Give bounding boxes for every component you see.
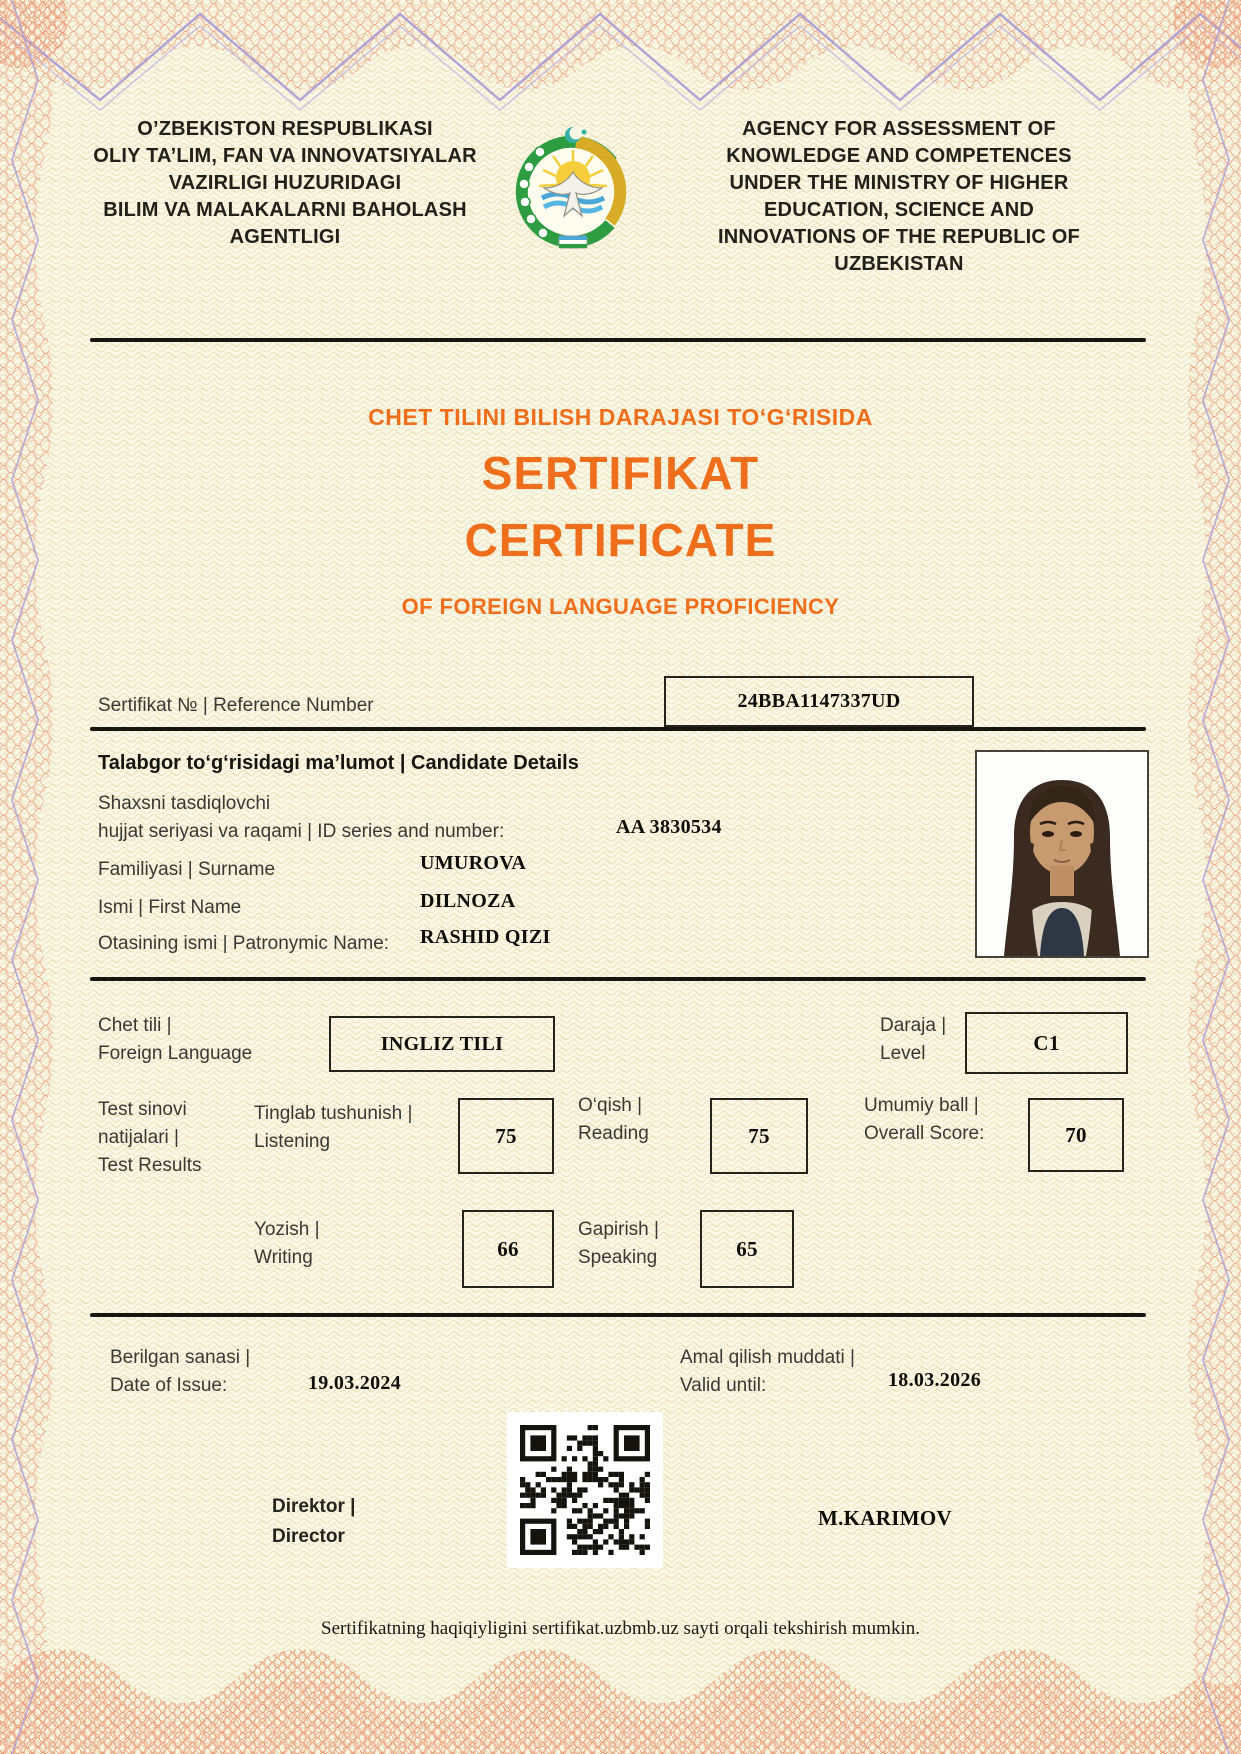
speaking-label [578,1216,659,1272]
speaking-label-line1: Gapirish | [578,1219,659,1240]
certificate-title-uz: SERTIFIKAT [481,447,760,499]
date-of-issue-value: 19.03.2024 [308,1372,401,1394]
id-series-label-line2: hujjat seriyasi va raqami | ID series and number: [98,821,505,842]
issuer-en-line: KNOWLEDGE AND COMPETENCES [726,145,1072,167]
issuer-en-line: INNOVATIONS OF THE REPUBLIC OF [718,226,1080,248]
issuer-uz-line: OLIY TA’LIM, FAN VA INNOVATSIYALAR [93,145,477,167]
qr-code [507,1412,663,1568]
speaking-label-line2: Speaking [578,1247,658,1268]
valid-until-value: 18.03.2026 [888,1369,981,1391]
date-of-issue-label [110,1344,250,1400]
issuer-name-en [653,116,1145,278]
writing-label-line1: Yozish | [254,1219,320,1240]
listening-label-line2: Listening [254,1131,331,1152]
overall-score: 70 [1065,1122,1087,1147]
foreign-language-label-line1: Chet tili | [98,1015,172,1036]
first-name-label: Ismi | First Name [98,897,242,918]
overall-score-box [1028,1098,1124,1172]
issuer-uz-line: VAZIRLIGI HUZURIDAGI [168,172,402,194]
candidate-photo [975,750,1149,958]
reference-number-box [664,676,974,727]
issuer-en-line: UNDER THE MINISTRY OF HIGHER [729,172,1069,194]
level-label-line2: Level [880,1043,926,1064]
director-label-line1: Direktor | [272,1496,356,1517]
section-divider [90,1313,1146,1317]
foreign-language-value: INGLIZ TILI [380,1032,504,1055]
portrait-illustration [977,752,1147,956]
listening-score: 75 [495,1123,517,1148]
first-name-value: DILNOZA [420,890,516,912]
reading-score: 75 [748,1123,770,1148]
test-results-label-line1: Test sinovi [98,1099,187,1120]
writing-score: 66 [497,1236,519,1261]
writing-label [254,1216,320,1272]
patronymic-value: RASHID QIZI [420,926,551,948]
reference-number-value: 24BBA1147337UD [737,690,901,712]
issuer-uz-line: AGENTLIGI [229,226,341,248]
reading-label-line2: Reading [578,1123,649,1144]
id-series-label-line1: Shaxsni tasdiqlovchi [98,793,271,814]
reading-score-box [710,1098,808,1174]
overall-score-label-line2: Overall Score: [864,1123,985,1144]
surname-value: UMUROVA [420,852,527,874]
issuer-uz-line: BILIM VA MALAKALARNI BAHOLASH [103,199,467,221]
verification-note: Sertifikatning haqiqiyligini sertifikat.uzbmb.uz sayti orqali tekshirish mumkin. [321,1618,920,1639]
id-series-label [98,790,504,846]
certificate-kicker: CHET TILINI BILISH DARAJASI TO‘G‘RISIDA [368,404,873,430]
issuer-en-line: UZBEKISTAN [834,253,964,275]
issuer-uz-line: O’ZBEKISTON RESPUBLIKASI [137,118,433,140]
foreign-language-label [98,1012,252,1068]
id-series-value: AA 3830534 [616,816,722,838]
section-divider [90,977,1146,981]
listening-label-line1: Tinglab tushunish | [254,1103,413,1124]
overall-score-label-line1: Umumiy ball | [864,1095,979,1116]
header-divider [90,338,1146,342]
listening-label [254,1100,412,1156]
date-of-issue-label-line1: Berilgan sanasi | [110,1347,251,1368]
test-results-label [98,1096,201,1180]
valid-until-label-line1: Amal qilish muddati | [680,1347,855,1368]
level-value: C1 [1033,1030,1060,1055]
uzbekistan-state-emblem-icon [506,120,640,256]
foreign-language-box [329,1016,555,1072]
certificate-title-en: CERTIFICATE [464,514,777,566]
date-of-issue-label-line2: Date of Issue: [110,1375,228,1396]
surname-label: Familiyasi | Surname [98,859,276,880]
director-label-line2: Director [272,1526,345,1547]
writing-score-box [462,1210,554,1288]
reference-number-label: Sertifikat № | Reference Number [98,695,374,716]
issuer-en-line: EDUCATION, SCIENCE AND [764,199,1034,221]
valid-until-label-line2: Valid until: [680,1375,767,1396]
level-box [965,1012,1128,1074]
certificate-subtitle: OF FOREIGN LANGUAGE PROFICIENCY [401,594,840,619]
test-results-label-line2: natijalari | [98,1127,179,1148]
test-results-label-line3: Test Results [98,1155,202,1176]
reading-label [578,1092,649,1148]
director-signature-name: M.KARIMOV [818,1506,952,1530]
valid-until-label [680,1344,855,1400]
speaking-score: 65 [736,1236,758,1261]
director-label [272,1492,355,1552]
level-label [880,1012,946,1068]
reading-label-line1: O‘qish | [578,1095,643,1116]
section-divider [90,727,1146,731]
issuer-name-uz [80,116,490,251]
foreign-language-label-line2: Foreign Language [98,1043,253,1064]
qr-code-icon [520,1425,650,1555]
writing-label-line2: Writing [254,1247,313,1268]
speaking-score-box [700,1210,794,1288]
patronymic-label: Otasining ismi | Patronymic Name: [98,933,390,954]
overall-score-label [864,1092,984,1148]
issuer-en-line: AGENCY FOR ASSESSMENT OF [742,118,1056,140]
listening-score-box [458,1098,554,1174]
level-label-line1: Daraja | [880,1015,947,1036]
candidate-details-heading: Talabgor to‘g‘risidagi ma’lumot | Candidate Details [98,752,579,774]
